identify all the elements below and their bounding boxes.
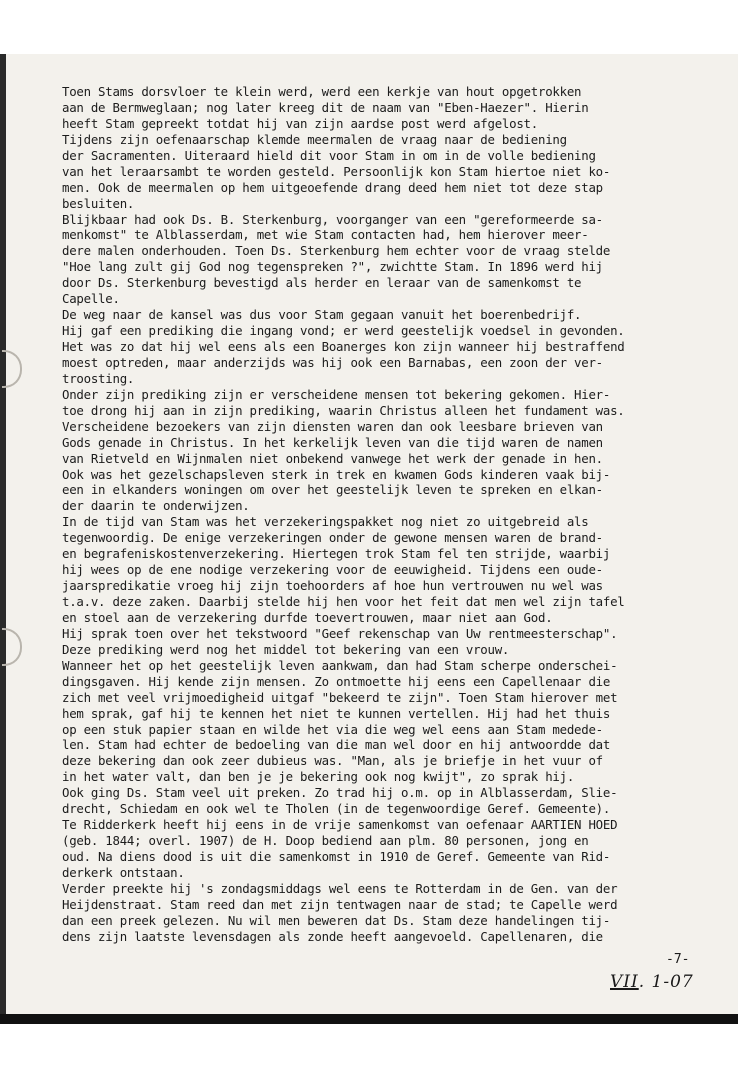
text-line: De weg naar de kansel was dus voor Stam gegaan vanuit het boerenbedrijf. [62, 307, 582, 323]
text-line: len. Stam had echter de bedoeling van die man wel door en hij antwoordde dat [62, 737, 611, 753]
text-line: Tijdens zijn oefenaarschap klemde meermalen de vraag naar de bediening [62, 131, 567, 147]
text-line: zich met veel vrijmoedigheid uitgaf "bekeerd te zijn". Toen Stam hierover met [62, 689, 618, 705]
text-line: door Ds. Sterkenburg bevestigd als herder en leraar van de samenkomst te [62, 275, 582, 291]
text-line: heeft Stam gepreekt totdat hij van zijn aardse post werd afgelost. [62, 115, 538, 131]
text-line: dan een preek gelezen. Nu wil men beweren dat Ds. Stam deze handelingen tij- [62, 912, 611, 928]
text-line: Gods genade in Christus. In het kerkelijk leven van die tijd waren de namen [62, 434, 603, 450]
text-line: (geb. 1844; overl. 1907) de H. Doop bediend aan plm. 80 personen, jong en [62, 833, 589, 849]
text-line: Te Ridderkerk heeft hij eens in de vrije samenkomst van oefenaar AARTIEN HOED [62, 817, 618, 833]
text-line: Verder preekte hij 's zondagsmiddags wel eens te Rotterdam in de Gen. van der [62, 880, 618, 896]
text-line: Capelle. [62, 291, 120, 307]
annotation-roman: VII [610, 972, 639, 992]
body-text [62, 84, 712, 945]
handwritten-annotation [610, 972, 694, 992]
text-line: Heijdenstraat. Stam reed dan met zijn tentwagen naar de stad; te Capelle werd [62, 896, 618, 912]
text-line: Wanneer het op het geestelijk leven aankwam, dan had Stam scherpe onderschei- [62, 657, 618, 673]
annotation-date: . 1-07 [638, 972, 694, 992]
text-line: Ook was het gezelschapsleven sterk in trek en kwamen Gods kinderen vaak bij- [62, 466, 611, 482]
text-line: toe drong hij aan in zijn prediking, waarin Christus alleen het fundament was. [62, 402, 625, 418]
text-line: men. Ook de meermalen op hem uitgeoefende drang deed hem niet tot deze stap [62, 179, 603, 195]
text-line: der Sacramenten. Uiteraard hield dit voor Stam in om in de volle bediening [62, 147, 596, 163]
text-line: Blijkbaar had ook Ds. B. Sterkenburg, voorganger van een "gereformeerde sa- [62, 211, 603, 227]
text-line: aan de Bermweglaan; nog later kreeg dit de naam van "Eben-Haezer". Hierin [62, 99, 589, 115]
text-line: Deze prediking werd nog het middel tot bekering van een vrouw. [62, 641, 510, 657]
text-line: tegenwoordig. De enige verzekeringen onder de gewone mensen waren de brand- [62, 530, 603, 546]
text-line: van het leraarsambt te worden gesteld. Persoonlijk kon Stam hiertoe niet ko- [62, 163, 611, 179]
text-line: hem sprak, gaf hij te kennen het niet te kunnen vertellen. Hij had het thuis [62, 705, 611, 721]
text-line: der daarin te onderwijzen. [62, 498, 250, 514]
text-line: dere malen onderhouden. Toen Ds. Sterkenburg hem echter voor de vraag stelde [62, 243, 611, 259]
text-line: Hij sprak toen over het tekstwoord "Geef rekenschap van Uw rentmeesterschap". [62, 625, 618, 641]
text-line: deze bekering dan ook zeer dubieus was. "Man, als je briefje in het vuur of [62, 753, 603, 769]
text-line: dens zijn laatste levensdagen als zonde heeft aangevoeld. Capellenaren, die [62, 928, 603, 944]
text-line: Toen Stams dorsvloer te klein werd, werd een kerkje van hout opgetrokken [62, 84, 582, 99]
text-line: moest optreden, maar anderzijds was hij ook een Barnabas, een zoon der ver- [62, 354, 603, 370]
text-line: en begrafeniskostenverzekering. Hiertegen trok Stam fel ten strijde, waarbij [62, 546, 611, 562]
text-line: een in elkanders woningen om over het geestelijk leven te spreken en elkan- [62, 482, 603, 498]
text-line: troosting. [62, 370, 135, 386]
text-line: Onder zijn prediking zijn er verscheidene mensen tot bekering gekomen. Hier- [62, 386, 611, 402]
text-line: Het was zo dat hij wel eens als een Boanerges kon zijn wanneer hij bestraffend [62, 339, 625, 354]
text-line: drecht, Schiedam en ook wel te Tholen (in de tegenwoordige Geref. Gemeente). [62, 801, 611, 817]
page-left-edge [0, 54, 6, 1014]
scan-margin-top [0, 0, 738, 54]
text-line: "Hoe lang zult gij God nog tegenspreken ?", zwichtte Stam. In 1896 werd hij [62, 259, 603, 275]
scan-margin-bottom [0, 1024, 738, 1068]
text-line: In de tijd van Stam was het verzekeringspakket nog niet zo uitgebreid als [62, 514, 589, 530]
text-line: t.a.v. deze zaken. Daarbij stelde hij hen voor het feit dat men wel zijn tafel [62, 594, 625, 609]
text-line: Hij gaf een prediking die ingang vond; er werd geestelijk voedsel in gevonden. [62, 323, 625, 339]
text-line: menkomst" te Alblasserdam, met wie Stam contacten had, hem hierover meer- [62, 227, 589, 243]
text-line: besluiten. [62, 195, 135, 211]
text-line: dingsgaven. Hij kende zijn mensen. Zo ontmoette hij eens een Capellenaar die [62, 673, 611, 689]
text-line: van Rietveld en Wijnmalen niet onbekend vanwege het werk der genade in hen. [62, 450, 603, 466]
text-line: Ook ging Ds. Stam veel uit preken. Zo trad hij o.m. op in Alblasserdam, Slie- [62, 785, 618, 801]
text-line: en stoel aan de verzekering durfde toevertrouwen, maar niet aan God. [62, 609, 553, 625]
text-line: hij wees op de ene nodige verzekering voor de eeuwigheid. Tijdens een oude- [62, 562, 603, 578]
text-line: derkerk ontstaan. [62, 864, 185, 880]
page-number: -7- [666, 952, 690, 967]
text-line: in het water valt, dan ben je je bekering ook nog kwijt", zo sprak hij. [62, 769, 575, 785]
scan-border-bottom [0, 1014, 738, 1024]
text-line: oud. Na diens dood is uit die samenkomst in 1910 de Geref. Gemeente van Rid- [62, 849, 611, 864]
text-line: Verscheidene bezoekers van zijn diensten waren dan ook leesbare brieven van [62, 418, 603, 434]
text-line: jaarspredikatie vroeg hij zijn toehoorders af hoe hun vertrouwen nu wel was [62, 578, 603, 594]
text-line: op een stuk papier staan en wilde het via die weg wel eens aan Stam medede- [62, 721, 603, 737]
